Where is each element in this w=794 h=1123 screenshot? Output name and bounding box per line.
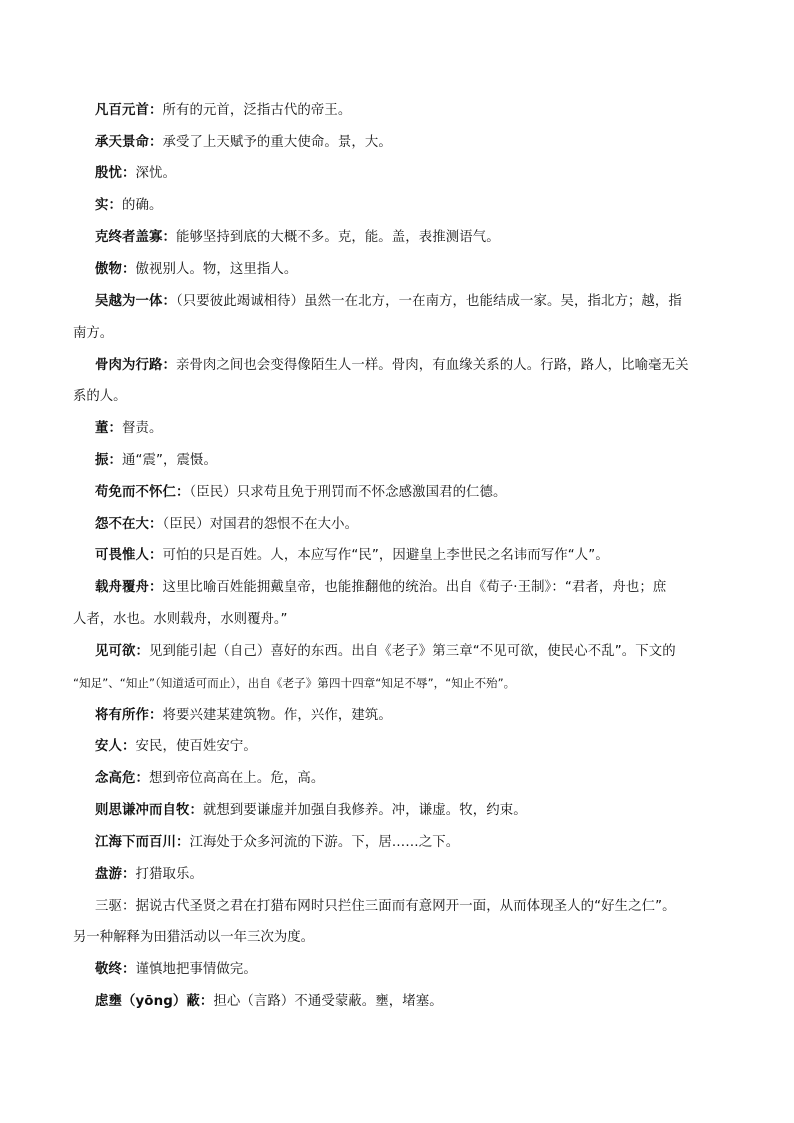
entry-jianghai-baichuan (95, 827, 722, 859)
entry-definition: 可怕的只是百姓。人，本应写作“民”，因避皇上李世民之名讳而写作“人”。 (162, 548, 609, 563)
entry-term: 振 (95, 453, 109, 468)
entry-continuation: 另一种解释为田猎活动以一年三次为度。 (73, 930, 315, 945)
entry-sanqu (95, 891, 722, 923)
entry-definition: 督责。 (122, 421, 163, 436)
entry-sep: ： (175, 485, 190, 500)
entry-term: 克终者盖寡 (95, 230, 163, 245)
entry-definition: （只要彼此竭诚相待）虽然一在北方，一在南方，也能结成一家。吴，指北方；越，指 (175, 294, 682, 309)
entry-sep: ： (148, 708, 163, 723)
entry-sep: ： (121, 262, 136, 277)
entry-sep: ： (199, 994, 214, 1009)
entry-chengtian-jingming (95, 127, 722, 159)
entry-dong (95, 413, 722, 445)
entry-term: 实 (95, 198, 109, 213)
entry-sep: ： (121, 867, 136, 882)
entry-aowu (95, 254, 722, 286)
entry-definition: 这里比喻百姓能拥戴皇帝，也能推翻他的统治。出自《荀子·王制》：“君者，舟也；庶 (162, 580, 667, 595)
entry-term: 念高危 (95, 771, 136, 786)
entry-sep: ： (121, 739, 136, 754)
entry-term: 可畏惟人 (95, 548, 149, 563)
entry-definition: 担心（言路）不通受蒙蔽。壅，堵塞。 (213, 994, 443, 1009)
entry-definition: 将要兴建某建筑物。作，兴作，建筑。 (162, 708, 392, 723)
entry-term: 敬终 (95, 962, 122, 977)
entry-definition: 三驱：据说古代圣贤之君在打猎布网时只拦住三面而有意网开一面，从而体现圣人的“好生之仁”。 (95, 899, 676, 914)
entry-term: 殷忧 (95, 166, 122, 181)
entry-definition: 见到能引起（自己）喜好的东西。出自《老子》第三章“不见可欲，使民心不乱”。下文的 (148, 644, 676, 659)
entry-gurou-weixinglu (95, 350, 722, 382)
entry-term: 苟免而不怀仁 (95, 485, 176, 500)
entry-term: 董 (95, 421, 109, 436)
entry-term: 吴越为一体 (95, 294, 163, 309)
entry-sep: ： (148, 580, 163, 595)
entry-continuation: 人者，水也。水则载舟，水则覆舟。” (73, 612, 288, 627)
entry-sep: ： (162, 294, 176, 309)
entry-sep: ： (108, 453, 122, 468)
entry-panyou (95, 859, 722, 891)
entry-fanbai-yuanshou (95, 95, 722, 127)
entry-definition: 承受了上天赋予的重大使命。景，大。 (162, 135, 392, 150)
entry-anren (95, 731, 722, 763)
entry-sep: ： (148, 103, 163, 118)
entry-term: 将有所作 (95, 708, 149, 723)
entry-definition: 傲视别人。物，这里指人。 (135, 262, 298, 277)
entry-jingzhong (95, 954, 722, 986)
entry-zaizhou-fuzhou (95, 572, 722, 604)
entry-zhen (95, 445, 722, 477)
entry-term: 凡百元首 (95, 103, 149, 118)
entry-term: 傲物 (95, 262, 122, 277)
entry-definition: 深忧。 (135, 166, 176, 181)
entry-continuation: 系的人。 (73, 389, 127, 404)
entry-term: 虑壅（yōng）蔽 (95, 994, 200, 1009)
entry-keweiweiren (95, 540, 722, 572)
entry-wuyue-weiyiti (95, 286, 722, 318)
entry-sep: ： (148, 548, 163, 563)
entry-term: 盘游 (95, 867, 122, 882)
entry-definition: （臣民）只求苟且免于刑罚而不怀念感激国君的仁德。 (189, 485, 507, 500)
entry-term: 怨不在大 (95, 517, 149, 532)
entry-term: 骨肉为行路 (95, 358, 163, 373)
entry-sep: ： (121, 962, 136, 977)
entry-sep: ： (108, 198, 122, 213)
entry-sep: ： (121, 166, 136, 181)
entry-definition: 的确。 (122, 198, 163, 213)
entry-sep: ： (135, 771, 149, 786)
entry-definition: （臣民）对国君的怨恨不在大小。 (162, 517, 359, 532)
entry-term: 见可欲 (95, 644, 136, 659)
entry-definition: 江海处于众多河流的下游。下，居……之下。 (189, 835, 460, 850)
entry-term: 载舟覆舟 (95, 580, 149, 595)
entry-definition: 亲骨肉之间也会变得像陌生人一样。骨肉，有血缘关系的人。行路，路人，比喻毫无关 (175, 358, 689, 373)
entry-yuan-buzaida (95, 509, 722, 541)
entry-niangaowei (95, 763, 722, 795)
entry-definition: 能够坚持到底的大概不多。克，能。盖，表推测语气。 (175, 230, 500, 245)
entry-sep: ： (175, 835, 190, 850)
entry-definition: 谨慎地把事情做完。 (135, 962, 257, 977)
entry-sep: ： (148, 135, 163, 150)
entry-continuation: “知足”、“知止”（知道适可而止），出自《老子》第四十四章“知足不辱”，“知止不殆”。 (73, 676, 516, 690)
entry-sep: ： (162, 230, 176, 245)
entry-sep: ： (108, 421, 122, 436)
entry-sep: ： (148, 517, 163, 532)
entry-goumian-erbuhuairen (95, 477, 722, 509)
entry-term: 安人 (95, 739, 122, 754)
entry-kezhongzhe-gaigua (95, 222, 722, 254)
entry-sep: ： (189, 803, 203, 818)
entry-lvyongbi (95, 986, 722, 1018)
entry-jiankeyu (95, 636, 722, 668)
entry-jiangyousuozuo (95, 700, 722, 732)
entry-sep: ： (135, 644, 149, 659)
entry-definition: 就想到要谦虚并加强自我修养。冲，谦虚。牧，约束。 (202, 803, 527, 818)
entry-definition: 通“震”，震慑。 (122, 453, 218, 468)
entry-yinyou (95, 158, 722, 190)
entry-term: 江海下而百川 (95, 835, 176, 850)
entry-definition: 想到帝位高高在上。危，高。 (148, 771, 325, 786)
entry-shi (95, 190, 722, 222)
entry-term: 承天景命 (95, 135, 149, 150)
entry-term: 则思谦冲而自牧 (95, 803, 190, 818)
entry-sep: ： (162, 358, 176, 373)
entry-definition: 安民，使百姓安宁。 (135, 739, 257, 754)
entry-definition: 打猎取乐。 (135, 867, 203, 882)
entry-continuation: 南方。 (73, 326, 114, 341)
entry-definition: 所有的元首，泛指古代的帝王。 (162, 103, 352, 118)
entry-zesi-qianchong (95, 795, 722, 827)
